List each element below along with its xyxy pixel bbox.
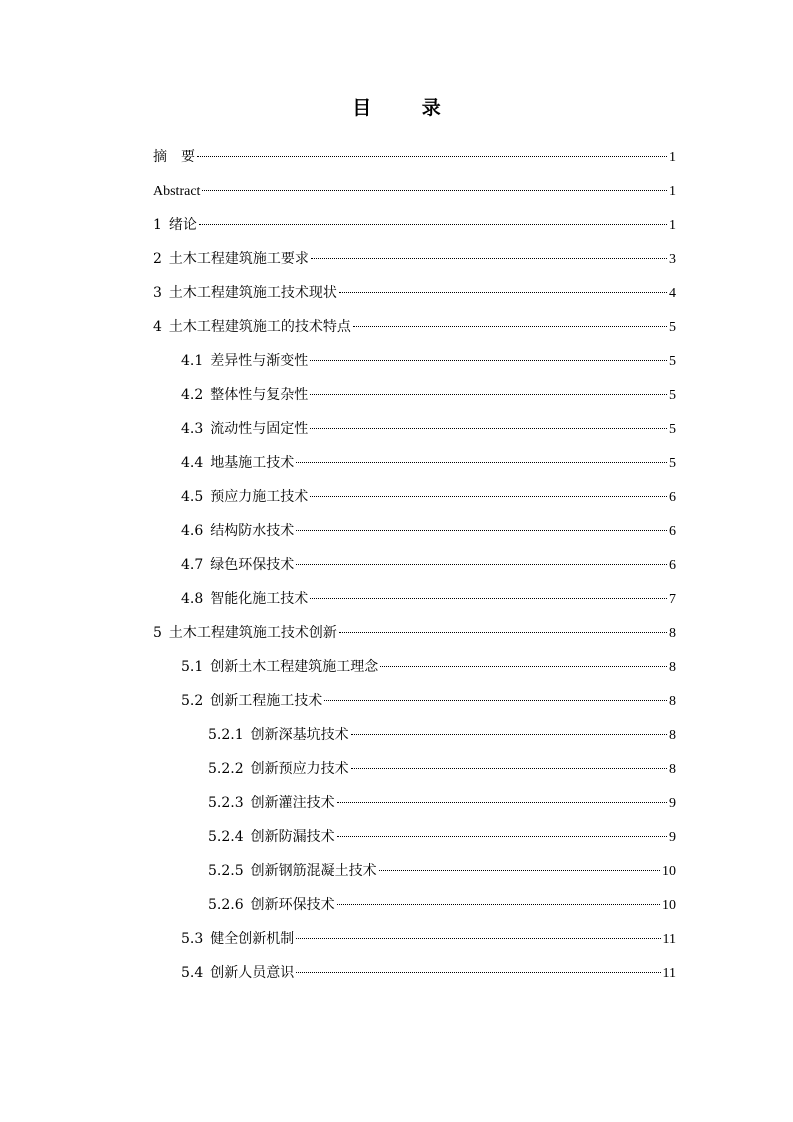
- toc-section-title: 摘 要: [153, 149, 195, 165]
- toc-entry[interactable]: [0, 208, 676, 242]
- toc-entry[interactable]: [0, 854, 676, 888]
- toc-page-number: 5: [669, 388, 676, 403]
- toc-entry[interactable]: [0, 446, 676, 480]
- toc-entry[interactable]: [0, 752, 676, 786]
- toc-entry[interactable]: [0, 718, 676, 752]
- toc-entry-label[interactable]: [208, 888, 335, 922]
- toc-page-number: 5: [669, 422, 676, 437]
- toc-entry-label[interactable]: [208, 854, 377, 888]
- toc-section-number: 5.2.5: [208, 863, 244, 879]
- toc-section-number: 5.3: [181, 931, 204, 947]
- toc-section-number: 4.6: [181, 523, 204, 539]
- toc-section-title: 创新防漏技术: [250, 829, 335, 845]
- toc-page-number: 6: [669, 524, 676, 539]
- toc-entry[interactable]: [0, 310, 676, 344]
- toc-section-number: 4.4: [181, 455, 204, 471]
- toc-entry[interactable]: [0, 922, 676, 956]
- toc-entry-label[interactable]: [153, 276, 337, 310]
- dot-leader: [353, 326, 667, 327]
- toc-section-title: 土木工程建筑施工要求: [168, 251, 309, 267]
- toc-entry-label[interactable]: [181, 514, 294, 548]
- dot-leader: [310, 394, 667, 395]
- toc-section-title: 地基施工技术: [210, 455, 295, 471]
- toc-section-number: 4.1: [181, 353, 204, 369]
- toc-section-number: 3: [153, 285, 162, 301]
- toc-section-number: 5.2.1: [208, 727, 244, 743]
- toc-entry[interactable]: [0, 820, 676, 854]
- toc-section-title: 智能化施工技术: [210, 591, 309, 607]
- toc-page-number: 8: [669, 660, 676, 675]
- toc-entry-label[interactable]: [181, 684, 322, 718]
- toc-section-title: 土木工程建筑施工技术创新: [168, 625, 337, 641]
- dot-leader: [311, 258, 667, 259]
- toc-entry-label[interactable]: [181, 956, 294, 990]
- toc-page-number: 5: [669, 456, 676, 471]
- toc-page-number: 10: [662, 898, 676, 913]
- dot-leader: [199, 224, 667, 225]
- toc-section-number: 1: [153, 217, 162, 233]
- toc-entry-label[interactable]: [181, 480, 308, 514]
- toc-section-title: Abstract: [153, 184, 201, 199]
- toc-section-number: 4: [153, 319, 162, 335]
- toc-section-number: 4.8: [181, 591, 204, 607]
- toc-section-title: 创新人员意识: [210, 965, 295, 981]
- toc-page-number: 4: [669, 286, 676, 301]
- toc-title: 目 录: [352, 97, 463, 119]
- toc-section-title: 健全创新机制: [210, 931, 295, 947]
- toc-entry-label[interactable]: [181, 344, 308, 378]
- toc-entry[interactable]: [0, 480, 676, 514]
- toc-entry[interactable]: [0, 786, 676, 820]
- toc-page-number: 5: [669, 354, 676, 369]
- toc-entry-label[interactable]: [181, 446, 294, 480]
- toc-entry-label[interactable]: [153, 310, 351, 344]
- dot-leader: [310, 598, 667, 599]
- toc-entry[interactable]: [0, 140, 676, 174]
- toc-entry-label[interactable]: [153, 208, 197, 242]
- toc-entry[interactable]: [0, 684, 676, 718]
- toc-entry-label[interactable]: [181, 412, 308, 446]
- toc-entry-label[interactable]: [153, 242, 309, 276]
- dot-leader: [337, 836, 667, 837]
- toc-entry-label[interactable]: [208, 820, 335, 854]
- toc-page-number: 8: [669, 694, 676, 709]
- toc-section-title: 绪论: [168, 217, 197, 233]
- toc-section-title: 创新土木工程建筑施工理念: [210, 659, 379, 675]
- toc-section-title: 结构防水技术: [210, 523, 295, 539]
- toc-entry[interactable]: [0, 956, 676, 990]
- dot-leader: [202, 190, 667, 191]
- toc-entry[interactable]: [0, 582, 676, 616]
- toc-section-number: 4.2: [181, 387, 204, 403]
- toc-entry-label[interactable]: [153, 140, 195, 174]
- toc-entry-label[interactable]: [181, 582, 308, 616]
- toc-page-number: 7: [669, 592, 676, 607]
- dot-leader: [379, 870, 660, 871]
- dot-leader: [296, 462, 667, 463]
- toc-page-number: 1: [669, 184, 676, 199]
- toc-page-number: 8: [669, 626, 676, 641]
- toc-section-number: 5.2: [181, 693, 204, 709]
- dot-leader: [339, 632, 667, 633]
- dot-leader: [296, 564, 667, 565]
- toc-page-number: 1: [669, 218, 676, 233]
- toc-section-title: 创新预应力技术: [250, 761, 349, 777]
- toc-section-title: 差异性与渐变性: [210, 353, 309, 369]
- toc-entry[interactable]: [0, 548, 676, 582]
- dot-leader: [296, 938, 660, 939]
- toc-page-number: 10: [662, 864, 676, 879]
- toc-section-title: 创新环保技术: [250, 897, 335, 913]
- toc-section-title: 土木工程建筑施工技术现状: [168, 285, 337, 301]
- dot-leader: [310, 496, 667, 497]
- toc-entry[interactable]: [0, 378, 676, 412]
- toc-page-number: 11: [662, 932, 676, 947]
- dot-leader: [296, 530, 667, 531]
- toc-entry-label[interactable]: [181, 378, 308, 412]
- toc-section-title: 创新灌注技术: [250, 795, 335, 811]
- toc-page-number: 1: [669, 150, 676, 165]
- toc-entry[interactable]: [0, 514, 676, 548]
- toc-entry-label[interactable]: [208, 786, 335, 820]
- toc-section-number: 2: [153, 251, 162, 267]
- toc-section-number: 5.2.6: [208, 897, 244, 913]
- toc-entry[interactable]: [0, 276, 676, 310]
- toc-section-number: 5.2.2: [208, 761, 244, 777]
- toc-entry[interactable]: [0, 412, 676, 446]
- toc-section-number: 4.7: [181, 557, 204, 573]
- toc-page-number: 8: [669, 728, 676, 743]
- toc-entry-label[interactable]: [153, 174, 200, 209]
- toc-section-title: 整体性与复杂性: [210, 387, 309, 403]
- dot-leader: [380, 666, 667, 667]
- table-of-contents: [0, 140, 793, 990]
- toc-section-title: 创新工程施工技术: [210, 693, 323, 709]
- toc-section-number: 5.4: [181, 965, 204, 981]
- toc-section-number: 5: [153, 625, 162, 641]
- toc-entry-label[interactable]: [208, 752, 349, 786]
- dot-leader: [339, 292, 667, 293]
- toc-page-number: 3: [669, 252, 676, 267]
- toc-section-number: 5.2.4: [208, 829, 244, 845]
- toc-entry-label[interactable]: [153, 616, 337, 650]
- dot-leader: [351, 768, 667, 769]
- toc-entry-label[interactable]: [181, 922, 294, 956]
- toc-section-title: 创新钢筋混凝土技术: [250, 863, 377, 879]
- dot-leader: [197, 156, 667, 157]
- dot-leader: [310, 428, 667, 429]
- toc-section-title: 土木工程建筑施工的技术特点: [168, 319, 351, 335]
- toc-section-title: 流动性与固定性: [210, 421, 309, 437]
- toc-section-number: 4.5: [181, 489, 204, 505]
- toc-section-title: 绿色环保技术: [210, 557, 295, 573]
- dot-leader: [351, 734, 667, 735]
- dot-leader: [324, 700, 667, 701]
- toc-page-number: 9: [669, 830, 676, 845]
- dot-leader: [337, 904, 660, 905]
- toc-entry-label[interactable]: [208, 718, 349, 752]
- toc-entry[interactable]: [0, 344, 676, 378]
- toc-section-title: 创新深基坑技术: [250, 727, 349, 743]
- toc-entry-label[interactable]: [181, 548, 294, 582]
- toc-section-number: 4.3: [181, 421, 204, 437]
- toc-section-title: 预应力施工技术: [210, 489, 309, 505]
- dot-leader: [296, 972, 660, 973]
- toc-section-number: 5.2.3: [208, 795, 244, 811]
- toc-section-number: 5.1: [181, 659, 204, 675]
- dot-leader: [337, 802, 667, 803]
- toc-entry[interactable]: [0, 242, 676, 276]
- toc-page-number: 6: [669, 490, 676, 505]
- toc-entry[interactable]: [0, 650, 676, 684]
- toc-page-number: 6: [669, 558, 676, 573]
- toc-page-number: 5: [669, 320, 676, 335]
- toc-entry[interactable]: [0, 174, 676, 208]
- toc-entry[interactable]: [0, 616, 676, 650]
- toc-page-number: 8: [669, 762, 676, 777]
- toc-entry-label[interactable]: [181, 650, 378, 684]
- dot-leader: [310, 360, 667, 361]
- toc-entry[interactable]: [0, 888, 676, 922]
- toc-page-number: 9: [669, 796, 676, 811]
- toc-page-number: 11: [662, 966, 676, 981]
